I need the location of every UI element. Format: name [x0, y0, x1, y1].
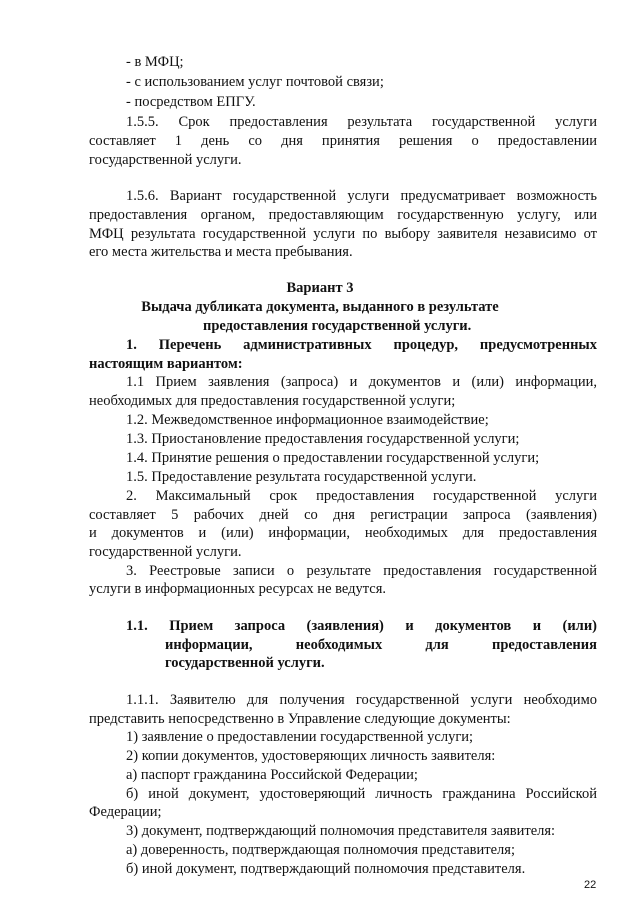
list-item: 2) копии документов, удостоверяющих личность заявителя: — [126, 748, 496, 764]
list-item: 1) заявление о предоставлении государственной услуги; — [126, 729, 474, 745]
list-item: 3) документ, подтверждающий полномочия представителя заявителя: — [126, 823, 556, 839]
section-title: Вариант 3 — [286, 280, 354, 296]
paragraph-line: 1.5.6. Вариант государственной услуги предусматривает возможность — [126, 188, 597, 204]
subsection-heading: 1.1. Прием запроса (заявления) и документов и (или) — [126, 618, 597, 634]
section-subtitle: Выдача дубликата документа, выданного в результате — [141, 299, 499, 315]
paragraph-line: 1.5.5. Срок предоставления результата государственной услуги — [126, 114, 597, 130]
paragraph-line: услуги в информационных ресурсах не ведутся. — [89, 581, 387, 597]
list-item: Федерации; — [89, 804, 162, 820]
paragraph-line: необходимых для предоставления государственной услуги; — [89, 393, 456, 409]
paragraph-line: представить непосредственно в Управление следующие документы: — [89, 711, 511, 727]
list-item: а) паспорт гражданина Российской Федерации; — [126, 767, 418, 783]
paragraph-line: государственной услуги. — [89, 152, 242, 168]
paragraph-line: государственной услуги. — [89, 544, 242, 560]
paragraph-line: 1.1.1. Заявителю для получения государственной услуги необходимо — [126, 692, 597, 708]
paragraph-line: составляет 5 рабочих дней со дня регистрации запроса (заявления) — [89, 507, 597, 523]
paragraph-line: МФЦ результата государственной услуги по выбору заявителя независимо от — [89, 226, 597, 242]
list-item: а) доверенность, подтверждающая полномочия представителя; — [126, 842, 515, 858]
paragraph-line: 3. Реестровые записи о результате предоставления государственной — [126, 563, 597, 579]
paragraph-line: 1.1 Прием заявления (запроса) и документов и (или) информации, — [126, 374, 597, 390]
heading-line: настоящим вариантом: — [89, 356, 243, 372]
subsection-heading: государственной услуги. — [165, 655, 325, 671]
section-subtitle: предоставления государственной услуги. — [203, 318, 472, 334]
paragraph-line: его места жительства и места пребывания. — [89, 244, 353, 260]
page-number: 22 — [584, 879, 597, 891]
list-item: - с использованием услуг почтовой связи; — [126, 74, 384, 90]
list-item: 1.3. Приостановление предоставления государственной услуги; — [126, 431, 520, 447]
paragraph-line: составляет 1 день со дня принятия решения о предоставлении — [89, 133, 597, 149]
list-item: - посредством ЕПГУ. — [126, 94, 256, 110]
list-item: - в МФЦ; — [126, 54, 184, 70]
subsection-heading: информации, необходимых для предоставления — [165, 637, 597, 653]
heading-line: 1. Перечень административных процедур, предусмотренных — [126, 337, 597, 353]
paragraph-line: и документов и (или) информации, необходимых для предоставления — [89, 525, 597, 541]
list-item: б) иной документ, удостоверяющий личность гражданина Российской — [126, 786, 597, 802]
paragraph-line: 2. Максимальный срок предоставления государственной услуги — [126, 488, 597, 504]
list-item: 1.5. Предоставление результата государственной услуги. — [126, 469, 477, 485]
list-item: б) иной документ, подтверждающий полномочия представителя. — [126, 861, 526, 877]
paragraph-line: предоставления органом, предоставляющим государственную услугу, или — [89, 207, 597, 223]
list-item: 1.4. Принятие решения о предоставлении государственной услуги; — [126, 450, 540, 466]
list-item: 1.2. Межведомственное информационное взаимодействие; — [126, 412, 489, 428]
